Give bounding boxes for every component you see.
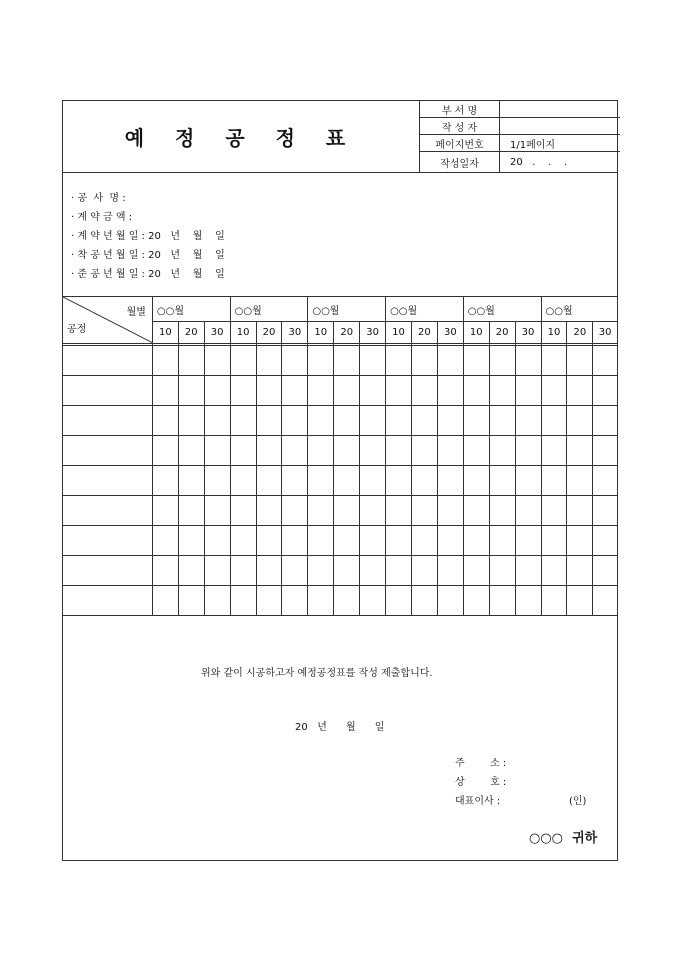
schedule-cell[interactable] [230,436,256,466]
schedule-cell[interactable] [567,466,593,496]
process-row [63,376,617,406]
schedule-cell[interactable] [567,586,593,616]
schedule-cell[interactable] [308,406,334,436]
schedule-cell[interactable] [489,466,515,496]
schedule-cell[interactable] [308,556,334,586]
meta-value [500,118,620,134]
schedule-cell[interactable] [360,436,386,466]
schedule-cell[interactable] [178,406,204,436]
schedule-cell[interactable] [386,526,412,556]
decade-header: 30 [282,322,308,344]
meta-value [500,101,620,117]
process-name-cell[interactable] [63,526,152,556]
process-row [63,466,617,496]
schedule-cell[interactable] [204,376,230,406]
schedule-cell[interactable] [437,376,463,406]
schedule-cell[interactable] [334,406,360,436]
process-name-cell[interactable] [63,406,152,436]
schedule-cell[interactable] [204,586,230,616]
schedule-cell[interactable] [437,496,463,526]
schedule-cell[interactable] [178,436,204,466]
decade-header: 20 [411,322,437,344]
schedule-cell[interactable] [489,406,515,436]
decade-header: 20 [256,322,282,344]
schedule-cell[interactable] [593,466,617,496]
schedule-cell[interactable] [282,346,308,376]
document-title: 예 정 공 정 표 [124,126,358,150]
schedule-cell[interactable] [541,586,567,616]
info-project-name: · 공 사 명 : [71,193,126,204]
schedule-cell[interactable] [515,496,541,526]
schedule-cell[interactable] [463,436,489,466]
meta-row-department [420,101,620,118]
schedule-cell[interactable] [567,406,593,436]
schedule-cell[interactable] [515,376,541,406]
schedule-cell[interactable] [334,466,360,496]
month-header: ○○월 [463,297,541,322]
meta-box [419,101,620,172]
schedule-cell[interactable] [256,376,282,406]
schedule-cell[interactable] [256,556,282,586]
schedule-cell[interactable] [515,466,541,496]
schedule-cell[interactable] [308,376,334,406]
schedule-cell[interactable] [541,346,567,376]
schedule-cell[interactable] [360,346,386,376]
project-info [71,189,225,284]
schedule-cell[interactable] [282,466,308,496]
meta-row-date [420,152,620,172]
address-label: 주 소 : [455,758,507,769]
schedule-cell[interactable] [360,376,386,406]
decade-header: 30 [204,322,230,344]
schedule-cell[interactable] [256,466,282,496]
schedule-cell[interactable] [386,556,412,586]
schedule-cell[interactable] [541,436,567,466]
decade-header: 10 [463,322,489,344]
schedule-cell[interactable] [411,556,437,586]
schedule-cell[interactable] [230,466,256,496]
schedule-cell[interactable] [282,586,308,616]
schedule-cell[interactable] [282,556,308,586]
decade-header: 10 [386,322,412,344]
process-row [63,586,617,616]
schedule-cell[interactable] [463,496,489,526]
schedule-cell[interactable] [437,406,463,436]
schedule-cell[interactable] [152,466,178,496]
schedule-cell[interactable] [593,436,617,466]
process-name-cell[interactable] [63,376,152,406]
schedule-cell[interactable] [282,436,308,466]
meta-label: 페이지번호 [420,135,500,151]
schedule-cell[interactable] [334,376,360,406]
info-completion-date: · 준 공 년 월 일 : 20 년 월 일 [71,269,225,280]
submission-statement: 위와 같이 시공하고자 예정공정표를 작성 제출합니다. [201,668,433,679]
schedule-cell[interactable] [463,586,489,616]
info-contract-date: · 계 약 년 월 일 : 20 년 월 일 [71,231,225,242]
schedule-cell[interactable] [204,466,230,496]
process-name-cell[interactable] [63,496,152,526]
schedule-cell[interactable] [256,436,282,466]
corner-process-label: 공정 [67,324,87,335]
schedule-cell[interactable] [489,556,515,586]
schedule-cell[interactable] [334,436,360,466]
schedule-cell[interactable] [230,346,256,376]
schedule-cell[interactable] [411,526,437,556]
schedule-cell[interactable] [567,346,593,376]
schedule-cell[interactable] [489,436,515,466]
schedule-cell[interactable] [178,526,204,556]
schedule-cell[interactable] [256,526,282,556]
decade-header: 30 [360,322,386,344]
corner-month-label: 월별 [126,307,146,318]
schedule-cell[interactable] [515,436,541,466]
schedule-cell[interactable] [489,346,515,376]
schedule-cell[interactable] [411,586,437,616]
meta-label: 부 서 명 [420,101,500,117]
schedule-cell[interactable] [334,496,360,526]
process-row [63,406,617,436]
schedule-cell[interactable] [489,526,515,556]
schedule-cell[interactable] [256,406,282,436]
schedule-cell[interactable] [593,526,617,556]
schedule-cell[interactable] [360,586,386,616]
schedule-cell[interactable] [282,496,308,526]
schedule-cell[interactable] [386,586,412,616]
schedule-cell[interactable] [204,406,230,436]
schedule-cell[interactable] [515,556,541,586]
schedule-cell[interactable] [437,556,463,586]
meta-row-page [420,135,620,152]
meta-value: 1/1페이지 [510,139,556,151]
schedule-cell[interactable] [360,466,386,496]
meta-row-author [420,118,620,135]
schedule-cell[interactable] [204,436,230,466]
month-header: ○○월 [308,297,386,322]
process-name-cell[interactable] [63,556,152,586]
process-row [63,496,617,526]
process-row [63,556,617,586]
schedule-cell[interactable] [593,586,617,616]
schedule-cell[interactable] [282,526,308,556]
schedule-cell[interactable] [230,526,256,556]
schedule-cell[interactable] [308,586,334,616]
decade-header: 10 [308,322,334,344]
schedule-cell[interactable] [152,526,178,556]
schedule-cell[interactable] [567,496,593,526]
schedule-cell[interactable] [437,436,463,466]
schedule-cell[interactable] [541,466,567,496]
schedule-cell[interactable] [256,496,282,526]
schedule-cell[interactable] [541,406,567,436]
process-name-cell[interactable] [63,466,152,496]
schedule-cell[interactable] [178,496,204,526]
schedule-table [63,296,617,616]
schedule-cell[interactable] [360,496,386,526]
schedule-cell[interactable] [178,376,204,406]
schedule-cell[interactable] [411,406,437,436]
schedule-cell[interactable] [593,406,617,436]
schedule-cell[interactable] [204,346,230,376]
schedule-cell[interactable] [489,586,515,616]
decade-header: 20 [178,322,204,344]
schedule-cell[interactable] [463,556,489,586]
schedule-cell[interactable] [386,376,412,406]
submission-date: 20 년 월 일 [295,722,385,733]
schedule-cell[interactable] [411,466,437,496]
schedule-cell[interactable] [230,556,256,586]
schedule-cell[interactable] [152,496,178,526]
schedule-cell[interactable] [308,496,334,526]
divider [63,172,617,173]
schedule-cell[interactable] [204,496,230,526]
month-header: ○○월 [386,297,464,322]
meta-label: 작성일자 [420,152,500,172]
schedule-cell[interactable] [593,376,617,406]
schedule-cell[interactable] [282,376,308,406]
schedule-cell[interactable] [204,526,230,556]
schedule-cell[interactable] [256,586,282,616]
schedule-cell[interactable] [593,496,617,526]
schedule-cell[interactable] [308,346,334,376]
decade-header: 20 [567,322,593,344]
schedule-cell[interactable] [541,496,567,526]
schedule-cell[interactable] [334,586,360,616]
month-header: ○○월 [541,297,617,322]
schedule-cell[interactable] [308,526,334,556]
decade-header: 30 [593,322,617,344]
seal-mark: (인) [569,796,587,807]
schedule-cell[interactable] [489,376,515,406]
schedule-cell[interactable] [567,556,593,586]
schedule-cell[interactable] [593,346,617,376]
schedule-cell[interactable] [308,466,334,496]
schedule-cell[interactable] [178,466,204,496]
decade-header: 10 [230,322,256,344]
schedule-cell[interactable] [386,406,412,436]
schedule-cell[interactable] [386,466,412,496]
schedule-cell[interactable] [152,556,178,586]
schedule-cell[interactable] [541,526,567,556]
schedule-cell[interactable] [463,466,489,496]
schedule-cell[interactable] [463,406,489,436]
schedule-cell[interactable] [230,406,256,436]
schedule-cell[interactable] [463,376,489,406]
schedule-cell[interactable] [230,376,256,406]
schedule-cell[interactable] [411,346,437,376]
schedule-cell[interactable] [541,556,567,586]
schedule-cell[interactable] [541,376,567,406]
decade-header: 20 [334,322,360,344]
process-name-cell[interactable] [63,436,152,466]
schedule-cell[interactable] [308,436,334,466]
process-name-cell[interactable] [63,346,152,376]
schedule-cell[interactable] [437,346,463,376]
company-label: 상 호 : [455,777,507,788]
meta-value: 20 . . . [510,156,568,168]
schedule-cell[interactable] [230,496,256,526]
schedule-cell[interactable] [386,436,412,466]
schedule-cell[interactable] [152,586,178,616]
info-contract-amount: · 계 약 금 액 : [71,212,133,223]
schedule-cell[interactable] [334,346,360,376]
schedule-cell[interactable] [178,556,204,586]
schedule-cell[interactable] [593,556,617,586]
decade-header: 10 [541,322,567,344]
schedule-cell[interactable] [256,346,282,376]
schedule-cell[interactable] [437,466,463,496]
schedule-cell[interactable] [230,586,256,616]
schedule-cell[interactable] [152,436,178,466]
process-row [63,526,617,556]
schedule-cell[interactable] [567,376,593,406]
corner-cell [63,297,152,344]
decade-header: 20 [489,322,515,344]
month-header: ○○월 [152,297,230,322]
schedule-cell[interactable] [360,406,386,436]
process-row [63,346,617,376]
decade-header: 10 [152,322,178,344]
process-row [63,436,617,466]
schedule-cell[interactable] [152,406,178,436]
decade-header: 30 [437,322,463,344]
month-header: ○○월 [230,297,308,322]
schedule-cell[interactable] [411,496,437,526]
process-name-cell[interactable] [63,586,152,616]
schedule-cell[interactable] [463,526,489,556]
schedule-cell[interactable] [152,376,178,406]
schedule-cell[interactable] [360,526,386,556]
schedule-cell[interactable] [334,556,360,586]
ceo-label: 대표이사 : [455,796,501,807]
schedule-cell[interactable] [567,436,593,466]
schedule-cell[interactable] [437,526,463,556]
schedule-cell[interactable] [515,586,541,616]
schedule-cell[interactable] [178,346,204,376]
schedule-cell[interactable] [411,436,437,466]
schedule-cell[interactable] [437,586,463,616]
schedule-cell[interactable] [282,406,308,436]
schedule-cell[interactable] [567,526,593,556]
schedule-cell[interactable] [489,496,515,526]
schedule-cell[interactable] [204,556,230,586]
schedule-cell[interactable] [334,526,360,556]
recipient: ○○○ 귀하 [529,831,598,846]
schedule-cell[interactable] [360,556,386,586]
schedule-cell[interactable] [515,346,541,376]
schedule-cell[interactable] [515,526,541,556]
schedule-cell[interactable] [386,496,412,526]
schedule-cell[interactable] [386,346,412,376]
info-start-date: · 착 공 년 월 일 : 20 년 월 일 [71,250,225,261]
schedule-cell[interactable] [411,376,437,406]
decade-header: 30 [515,322,541,344]
document-frame [62,100,618,861]
meta-label: 작 성 자 [420,118,500,134]
schedule-cell[interactable] [178,586,204,616]
schedule-cell[interactable] [152,346,178,376]
schedule-cell[interactable] [515,406,541,436]
schedule-cell[interactable] [463,346,489,376]
